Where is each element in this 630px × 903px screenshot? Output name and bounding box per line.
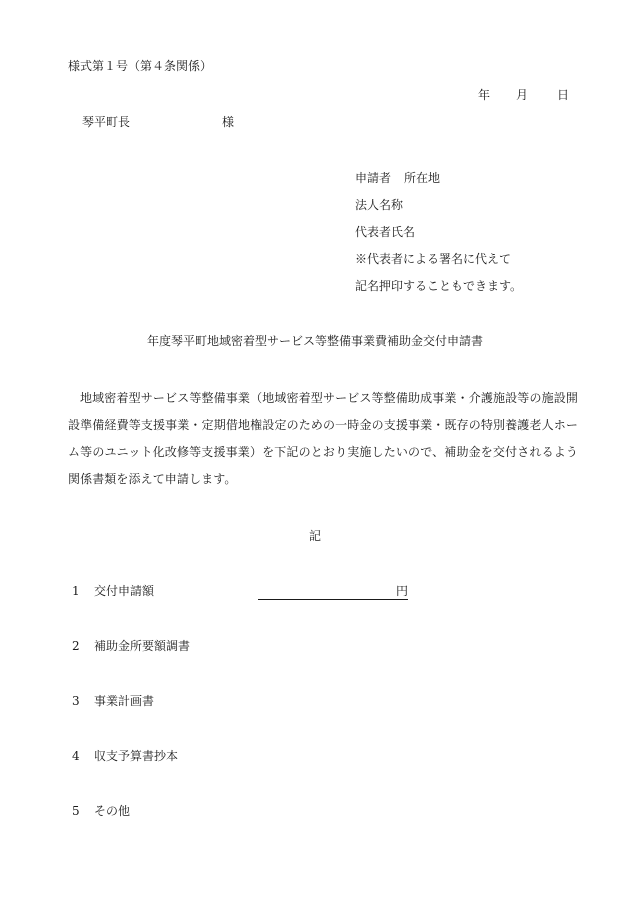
amount-field[interactable]	[258, 583, 408, 600]
list-item-2	[72, 638, 190, 654]
date-day-label: 日	[557, 88, 570, 102]
addressee-honorific: 様	[222, 115, 235, 129]
addressee-name: 琴平町長	[82, 115, 131, 129]
applicant-label: 申請者	[355, 171, 392, 185]
list-item-5	[72, 803, 130, 819]
ki-heading: 記	[308, 529, 321, 543]
amount-unit: 円	[395, 584, 408, 598]
form-number: 様式第１号（第４条関係）	[68, 59, 213, 73]
list-item-number: 2	[72, 639, 80, 653]
applicant-note-line2: 記名押印することもできます。	[355, 279, 523, 293]
list-item-label: 事業計画書	[94, 694, 155, 708]
list-item-1	[72, 583, 154, 599]
date-month-label: 月	[516, 88, 529, 102]
list-item-number: 3	[72, 694, 80, 708]
list-item-4	[72, 748, 178, 764]
applicant-note-row-2	[355, 278, 522, 305]
list-item-number: 1	[72, 584, 80, 598]
applicant-address-label: 所在地	[404, 171, 441, 185]
list-item-3	[72, 693, 154, 709]
body-paragraph: 地域密着型サービス等整備事業（地域密着型サービス等整備助成事業・介護施設等の施設開設準備経費等支援事業・定期借地権設定のための一時金の支援事業・既存の特別養護老人ホーム等のユニット化改修等支援事業）を下記のとおり実施したいので、補助金を交付されるよう関係書類を添えて申請します。	[68, 391, 578, 486]
addressee	[82, 114, 234, 130]
applicant-note-line1: ※代表者による署名に代えて	[355, 252, 512, 266]
list-item-number: 4	[72, 749, 80, 763]
applicant-corporation-row	[355, 197, 522, 224]
list-item-label: 交付申請額	[94, 584, 155, 598]
document-title: 年度琴平町地域密着型サービス等整備事業費補助金交付申請書	[146, 334, 483, 348]
list-item-number: 5	[72, 804, 80, 818]
applicant-block	[355, 170, 522, 305]
applicant-representative-label: 代表者氏名	[355, 225, 416, 239]
list-item-label: 補助金所要額調書	[94, 639, 191, 653]
list-item-label: 収支予算書抄本	[94, 749, 179, 763]
applicant-note-row-1	[355, 251, 522, 278]
list-item-label: その他	[94, 804, 131, 818]
date-year-label: 年	[478, 88, 491, 102]
applicant-corporation-label: 法人名称	[355, 198, 404, 212]
applicant-address-row	[355, 170, 522, 197]
date-line	[478, 87, 569, 103]
applicant-representative-row	[355, 224, 522, 251]
